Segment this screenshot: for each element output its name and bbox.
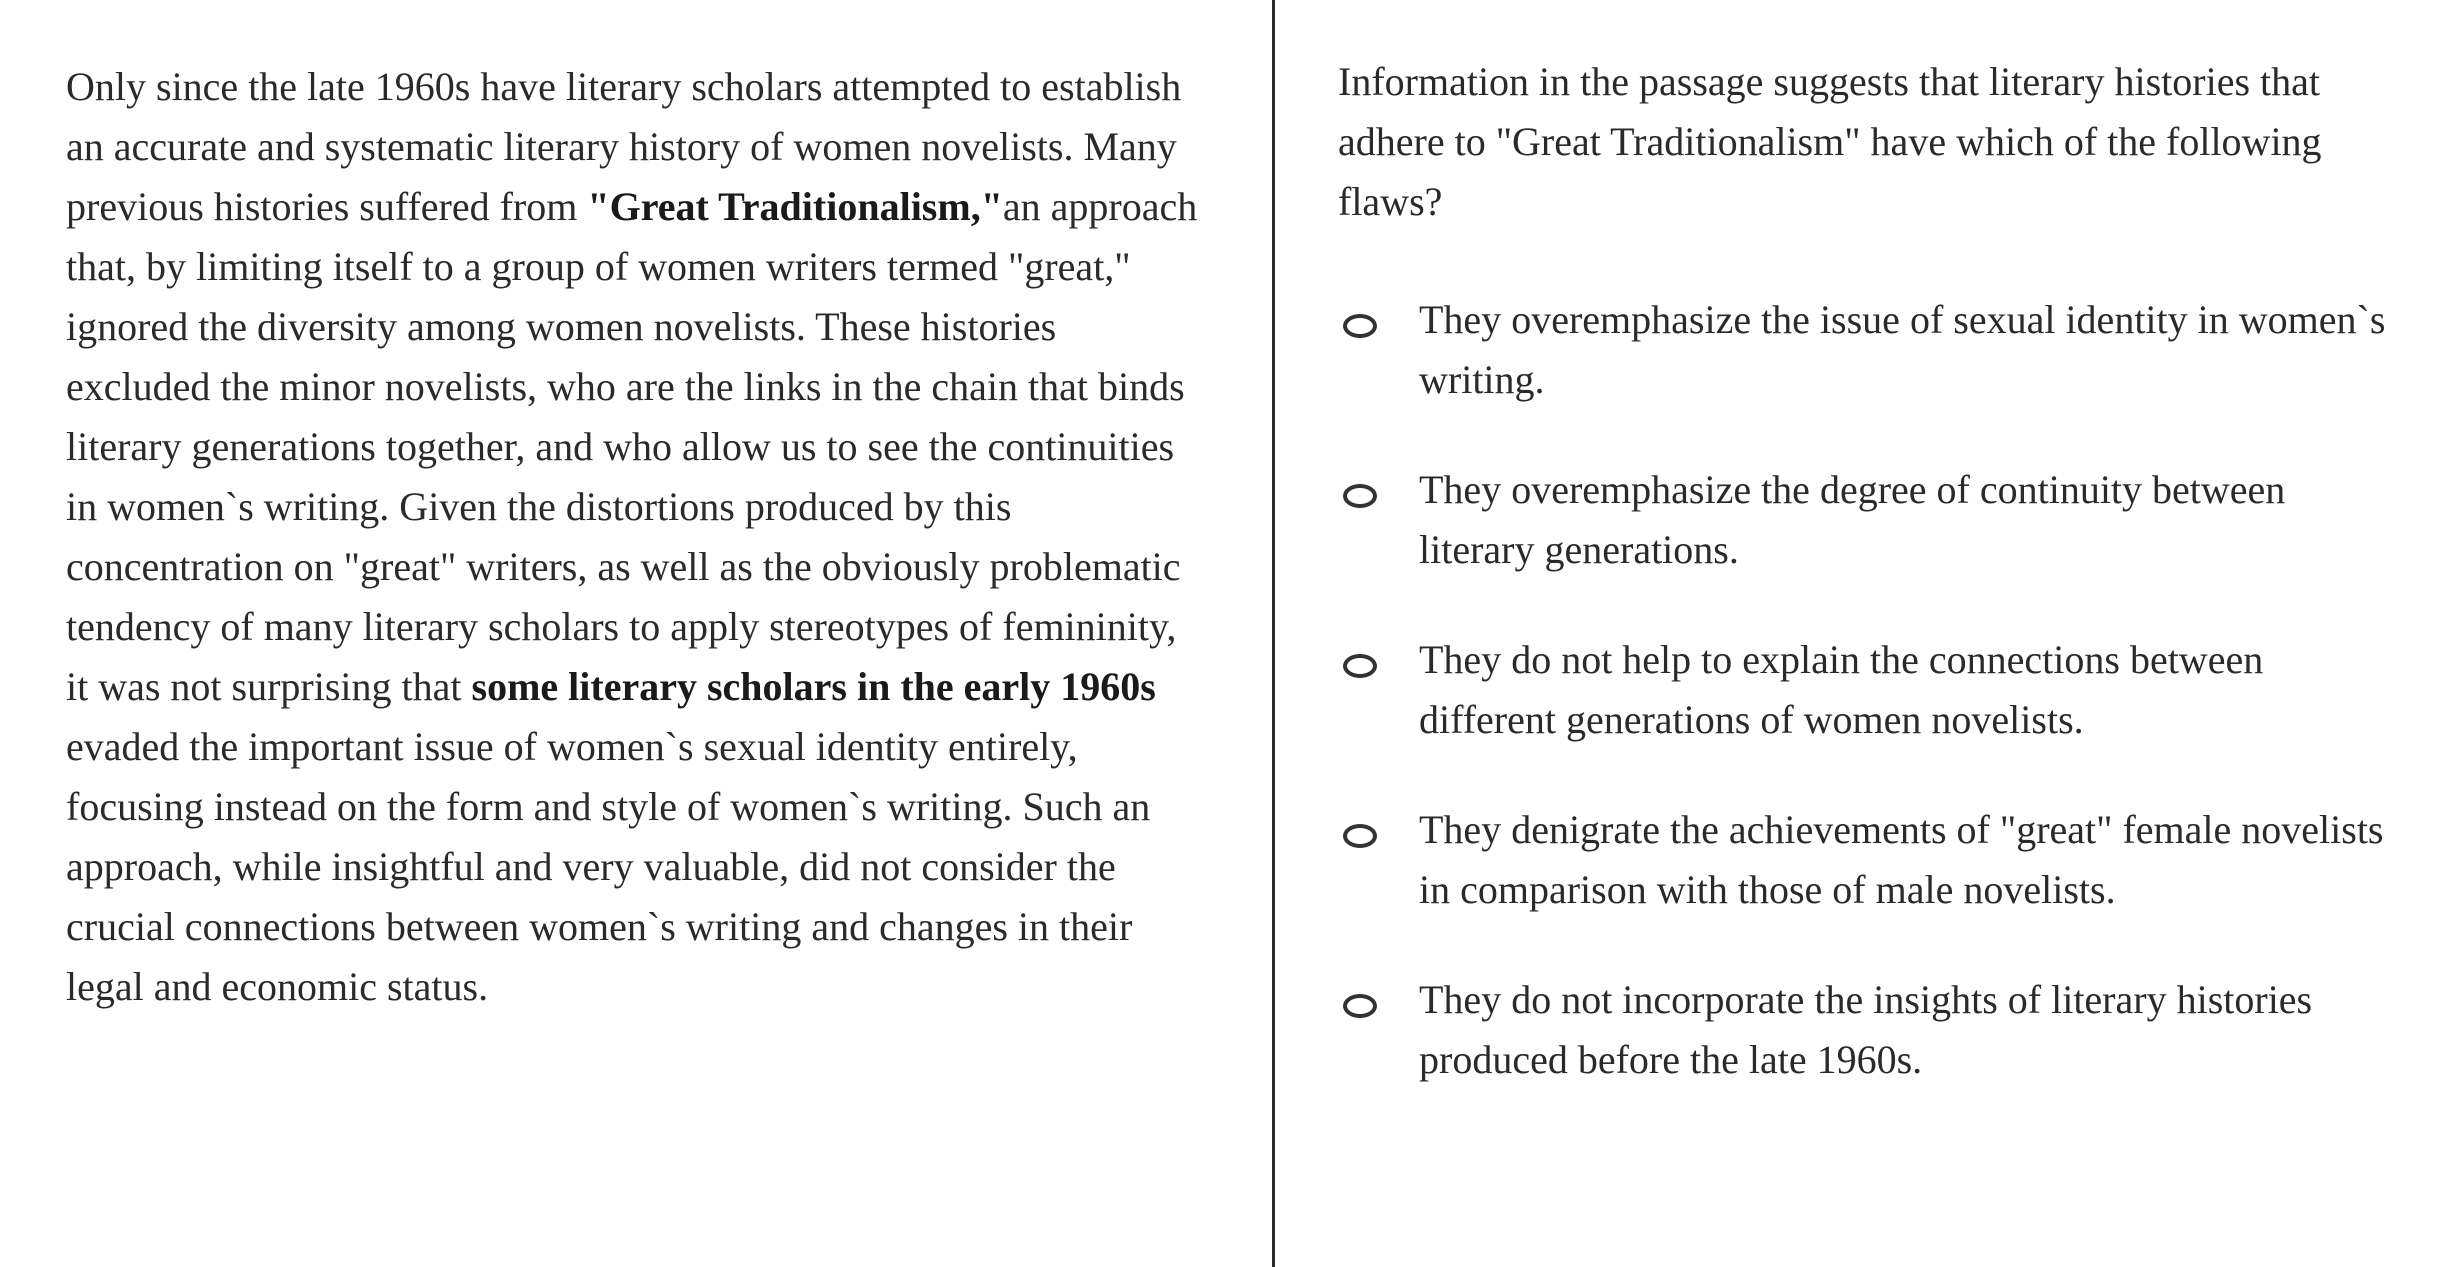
radio-button-icon[interactable] <box>1343 994 1377 1018</box>
answer-option-e[interactable] <box>1338 970 2421 1090</box>
radio-button-icon[interactable] <box>1343 824 1377 848</box>
radio-button-icon[interactable] <box>1343 484 1377 508</box>
answer-option-a[interactable] <box>1338 290 2421 410</box>
answer-option-label: They do not incorporate the insights of literary histories produced before the late 1960s. <box>1419 977 2313 1082</box>
passage-text-part-1: Only since the late 1960s have literary scholars attempted to establish an accurate and systematic literary history of women novelists. Many previous histories suffered from <box>66 64 1182 229</box>
passage-highlight-great-traditionalism: "Great Traditionalism," <box>587 184 1003 229</box>
radio-button-icon[interactable] <box>1343 314 1377 338</box>
passage-text-part-3: evaded the important issue of women`s sexual identity entirely, focusing instead on the form and style of women`s writing. Such an approach, while insightful and very valuable, did not consider the crucial connections between women`s writing and changes in their legal and economic status. <box>66 724 1151 1009</box>
answer-option-label: They denigrate the achievements of "great" female novelists in comparison with those of male novelists. <box>1419 807 2384 912</box>
answer-option-label: They overemphasize the degree of continuity between literary generations. <box>1419 467 2286 572</box>
answer-option-label: They overemphasize the issue of sexual identity in women`s writing. <box>1419 297 2386 402</box>
question-stem: Information in the passage suggests that literary histories that adhere to "Great Traditionalism" have which of the following flaws? <box>1338 59 2322 224</box>
passage-highlight-early-1960s-scholars: some literary scholars in the early 1960s <box>471 664 1156 709</box>
answer-option-c[interactable] <box>1338 630 2421 750</box>
answer-option-d[interactable] <box>1338 800 2421 920</box>
answer-option-label: They do not help to explain the connections between different generations of women novelists. <box>1419 637 2264 742</box>
answer-options <box>1338 290 2421 1090</box>
passage-text <box>66 57 1206 1017</box>
radio-button-icon[interactable] <box>1343 654 1377 678</box>
question-pane <box>1275 0 2461 1267</box>
answer-option-b[interactable] <box>1338 460 2421 580</box>
passage-text-part-2: an approach that, by limiting itself to a group of women writers termed "great," ignored the diversity among women novelists. These histories excluded the minor novelists, who are the links in the chain that binds literary generations together, and who allow us to see the continuities in women`s writing. Given the distortions produced by this concentration on "great" writers, as well as the obviously problematic tendency of many literary scholars to apply stereotypes of femininity, it was not surprising that <box>66 184 1198 709</box>
